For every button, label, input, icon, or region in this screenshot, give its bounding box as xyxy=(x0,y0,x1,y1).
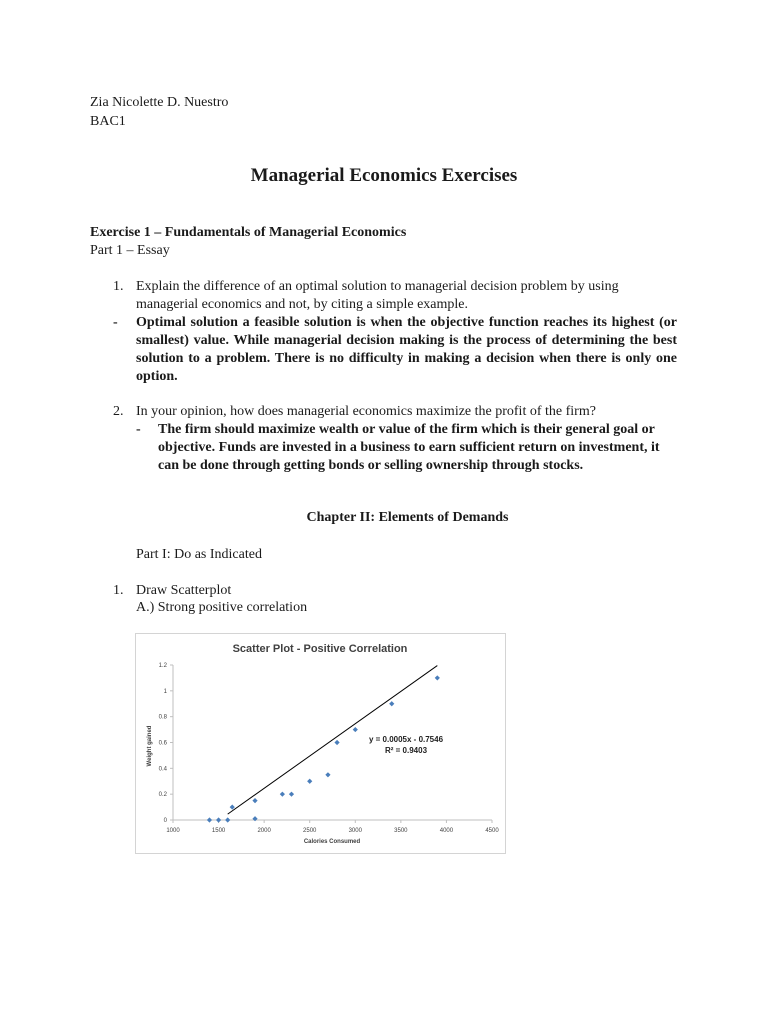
data-point xyxy=(334,740,339,745)
x-tick-label: 4000 xyxy=(439,828,454,834)
y-tick-label: 0 xyxy=(163,818,167,824)
data-point xyxy=(353,727,358,732)
data-point xyxy=(230,804,235,809)
x-tick-label: 1000 xyxy=(166,828,180,834)
y-tick-label: 0.4 xyxy=(158,766,167,773)
part-label: Part I: Do as Indicated xyxy=(136,547,262,562)
exercise-heading: Exercise 1 – Fundamentals of Managerial Economics xyxy=(90,225,407,240)
question-number: 2. xyxy=(113,404,124,419)
item-number: 1. xyxy=(113,583,124,598)
data-point xyxy=(289,792,294,797)
y-tick-label: 0.6 xyxy=(158,740,167,747)
y-tick-label: 0.8 xyxy=(158,714,167,721)
data-point xyxy=(252,816,257,821)
data-point xyxy=(252,798,257,803)
data-point xyxy=(225,817,230,822)
trendline-equation: y = 0.0005x - 0.7546 xyxy=(368,735,444,744)
data-point xyxy=(435,675,440,680)
y-tick-label: 1 xyxy=(163,688,167,695)
answer-text: Optimal solution a feasible solution is when the objective function reaches its highest (or smallest) value. While managerial decision making is the process of determining the best solution to a problem. There is no difficulty in making a decision when there is only one option. xyxy=(136,315,677,384)
chapter-heading: Chapter II: Elements of Demands xyxy=(306,510,509,525)
x-tick-label: 3000 xyxy=(348,828,362,834)
data-point xyxy=(216,817,221,822)
author-name: Zia Nicolette D. Nuestro xyxy=(90,95,229,110)
data-point xyxy=(307,779,312,784)
x-axis-label: Calories Consumed xyxy=(303,839,361,845)
data-point xyxy=(325,772,330,777)
y-axis-label: Weight gained xyxy=(147,725,153,767)
chart-title: Scatter Plot - Positive Correlation xyxy=(232,643,408,655)
answer-text: The firm should maximize wealth or value of the firm which is their general goal or objective. Funds are invested in a business to earn sufficient return on investment, it can be done through getting bonds or selling ownership through stocks. xyxy=(158,422,660,473)
trendline-r-squared: R² = 0.9403 xyxy=(384,746,428,755)
x-tick-label: 1500 xyxy=(211,828,226,834)
scatter-chart xyxy=(135,633,506,854)
answer-dash: - xyxy=(136,422,141,437)
question-number: 1. xyxy=(113,279,124,294)
part-label: Part 1 – Essay xyxy=(90,243,170,258)
data-point xyxy=(389,701,394,706)
y-tick-label: 0.2 xyxy=(158,792,167,799)
section-label: BAC1 xyxy=(90,114,126,129)
sub-item-text: A.) Strong positive correlation xyxy=(136,600,308,615)
scatter-chart-svg xyxy=(136,634,505,853)
data-point xyxy=(280,792,285,797)
question-text: In your opinion, how does managerial economics maximize the profit of the firm? xyxy=(136,404,596,419)
y-tick-label: 1.2 xyxy=(158,663,167,669)
x-tick-label: 2500 xyxy=(303,828,317,834)
x-tick-label: 3500 xyxy=(394,828,408,834)
item-text: Draw Scatterplot xyxy=(136,583,232,598)
answer-dash: - xyxy=(113,315,118,330)
x-tick-label: 4500 xyxy=(485,828,499,834)
question-text: Explain the difference of an optimal solution to managerial decision problem by using managerial economics and not, by citing a simple example. xyxy=(136,279,619,312)
data-point xyxy=(207,817,212,822)
page-title: Managerial Economics Exercises xyxy=(250,165,518,186)
x-tick-label: 2000 xyxy=(257,828,271,834)
